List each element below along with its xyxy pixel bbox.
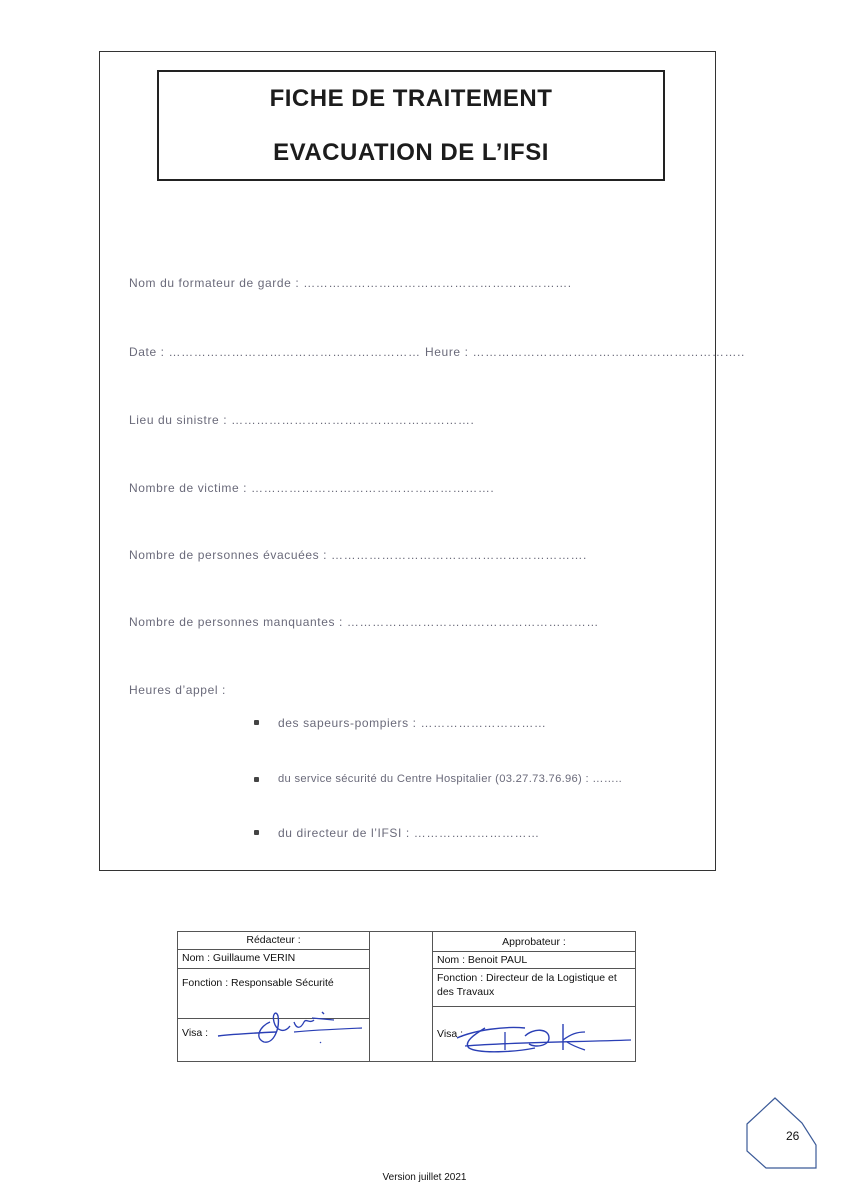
field-heures-appel: Heures d’appel :: [129, 683, 226, 697]
field-evacuees: Nombre de personnes évacuées : …………………………………………………….: [129, 548, 587, 562]
page-number-badge-icon: [746, 1097, 821, 1171]
title-box: [157, 70, 665, 181]
appel-directeur: du directeur de l’IFSI : …………………………: [278, 826, 540, 840]
field-formateur: Nom du formateur de garde : ……………………………………………………….: [129, 276, 572, 290]
bullet-icon: [254, 720, 259, 725]
signature-table: [177, 931, 636, 1062]
title-line-1: FICHE DE TRAITEMENT: [269, 85, 553, 112]
redacteur-signature: [214, 1008, 364, 1048]
field-manquantes: Nombre de personnes manquantes : ……………………………………………………: [129, 615, 599, 629]
redacteur-header: Rédacteur :: [178, 932, 369, 950]
redacteur-fonction: Fonction : Responsable Sécurité: [178, 969, 369, 1019]
redacteur-nom: Nom : Guillaume VERIN: [178, 950, 369, 969]
title-line-2: EVACUATION DE L’IFSI: [273, 139, 549, 166]
bullet-icon: [254, 830, 259, 835]
version-footer: Version juillet 2021: [382, 1172, 467, 1183]
field-lieu: Lieu du sinistre : ………………………………………………….: [129, 413, 475, 427]
approbateur-column: [433, 931, 636, 1062]
redacteur-column: [177, 931, 370, 1062]
field-victimes: Nombre de victime : ………………………………………………….: [129, 481, 495, 495]
approbateur-signature: [445, 1018, 635, 1058]
field-date: Date : ……………………………………………………: [129, 345, 421, 359]
page-number: 26: [786, 1129, 800, 1143]
appel-pompiers: des sapeurs-pompiers : …………………………: [278, 716, 547, 730]
appel-securite: du service sécurité du Centre Hospitalier (03.27.73.76.96) : ……..: [278, 773, 623, 785]
bullet-icon: [254, 777, 259, 782]
approbateur-visa-label: Visa :: [437, 1028, 464, 1040]
field-heure: Heure : ………………………………………………………..: [425, 345, 745, 359]
approbateur-fonction: Fonction : Directeur de la Logistique et des Travaux: [433, 969, 635, 1007]
redacteur-visa-label: Visa :: [182, 1027, 209, 1039]
approbateur-nom: Nom : Benoit PAUL: [433, 952, 635, 969]
approbateur-header: Approbateur :: [433, 932, 635, 952]
spacer-column: [370, 931, 433, 1062]
